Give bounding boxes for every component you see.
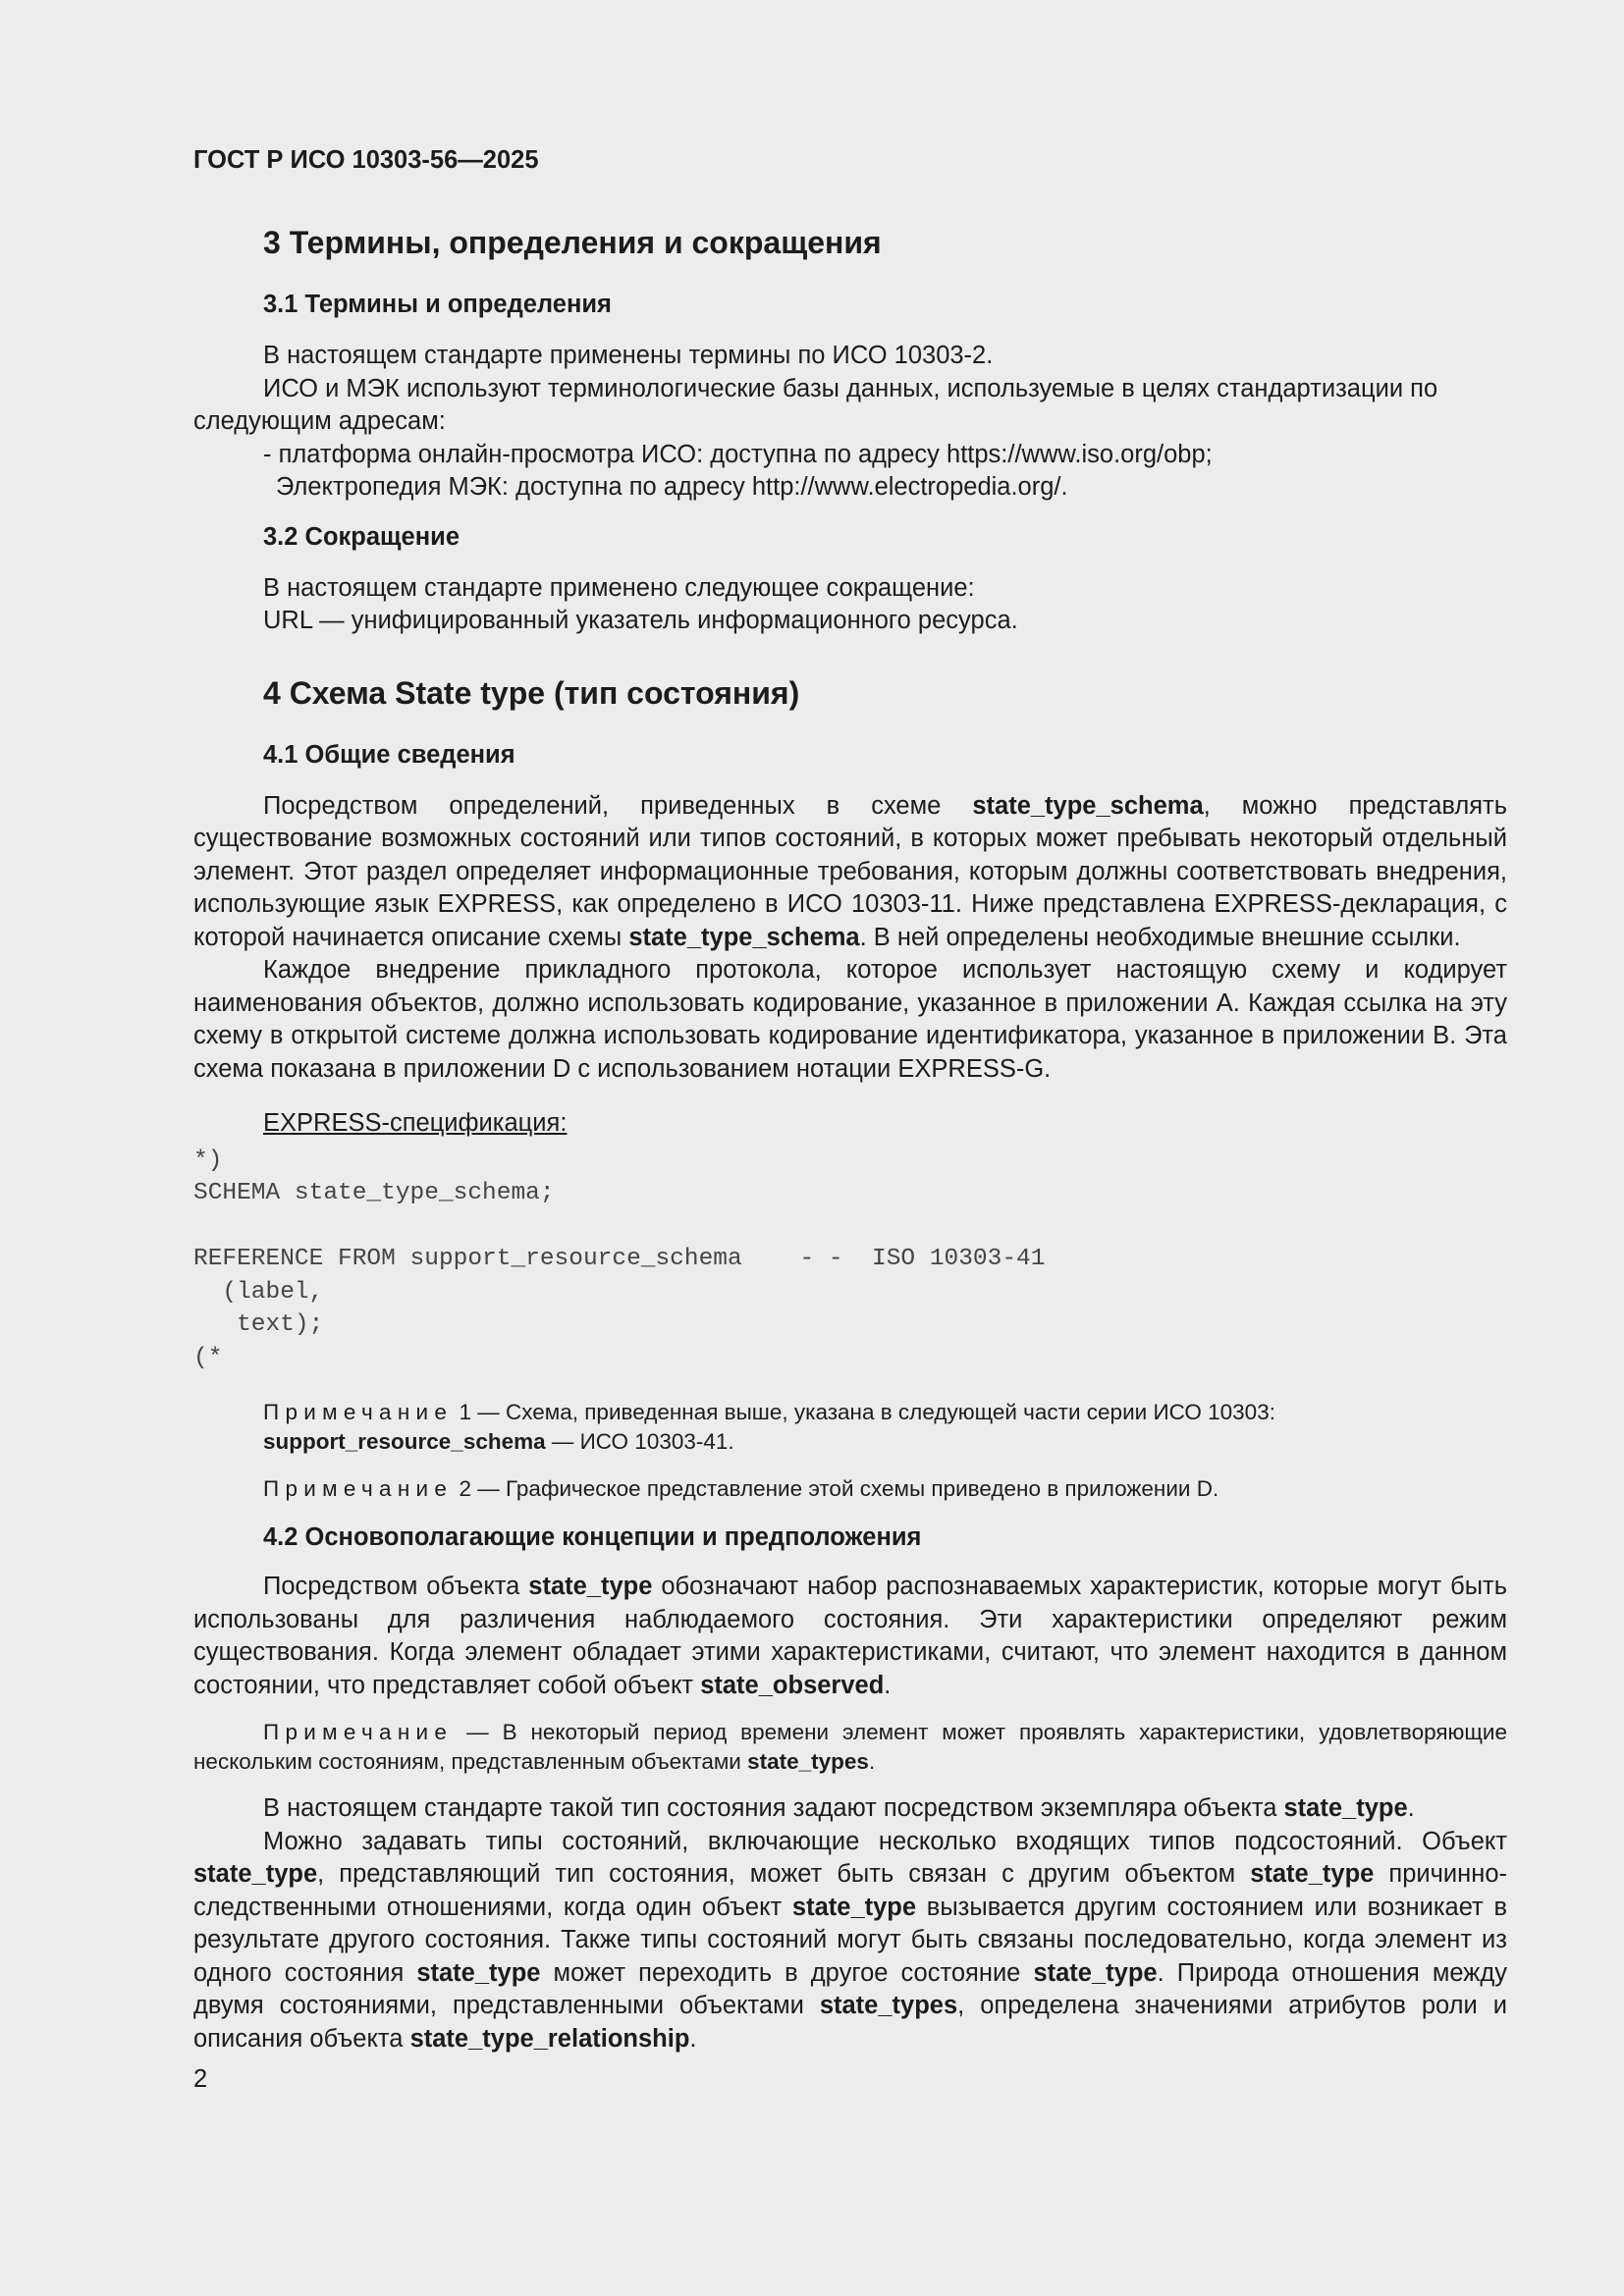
list-item: - платформа онлайн-просмотра ИСО: доступна по адресу https://www.iso.org/obp; bbox=[263, 440, 1213, 468]
express-code-block: *) SCHEMA state_type_schema; REFERENCE FROM support_resource_schema - - ISO 10303-41 (label, text); (* bbox=[193, 1147, 1046, 1371]
paragraph: URL — унифицированный указатель информационного ресурса. bbox=[263, 607, 1018, 634]
page-number: 2 bbox=[193, 2065, 208, 2093]
entity-name: state_type_schema bbox=[972, 791, 1204, 820]
paragraph: Посредством определений, приведенных в схеме state_type_schema, можно представлять существование возможных состояний или типов состояний, в которых может пребывать некоторый отдельный элемент. Этот раздел определяет информационные требования, которым должны соответствовать внедрения, использующие язык EXPRESS, как определено в ИСО 10303-11. Ниже представлена EXPRESS-декларация, с которой начинается описание схемы state_type_schema. В ней определены необходимые внешние ссылки. bbox=[193, 791, 1507, 951]
entity-name: state_types bbox=[747, 1749, 869, 1774]
paragraph: Можно задавать типы состояний, включающие несколько входящих типов подсостояний. Объект state_type, представляющий тип состояния, может быть связан с другим объектом state_type причинно-следственными отношениями, когда один объект state_type вызывается другим состоянием или возникает в результате другого состояния. Также типы состояний могут быть связаны последовательно, когда элемент из одного состояния state_type может переходить в другое состояние state_type. Природа отношения между двумя состояниями, представленными объектами state_types, определена значениями атрибутов роли и описания объекта state_type_relationship. bbox=[193, 1827, 1508, 2053]
note-2: Примечание 2 — Графическое представление этой схемы приведено в приложении D. bbox=[263, 1476, 1219, 1501]
entity-name: state_type bbox=[528, 1573, 653, 1600]
entity-name: state_types bbox=[819, 1992, 958, 2019]
list-item: Электропедия МЭК: доступна по адресу http://www.electropedia.org/. bbox=[276, 473, 1068, 501]
entity-name: state_type bbox=[416, 1958, 541, 1987]
paragraph: Каждое внедрение прикладного протокола, которое использует настоящую схему и кодирует наименования объектов, должно использовать кодирование, указанное в приложении А. Каждая ссылка на эту схему в открытой системе должна использовать кодирование идентификатора, указанное в приложении В. Эта схема показана в приложении D с использованием нотации EXPRESS-G. bbox=[193, 956, 1507, 1083]
document-header: ГОСТ Р ИСО 10303-56—2025 bbox=[193, 146, 539, 174]
note-label: Примечание bbox=[263, 1720, 454, 1744]
paragraph: ИСО и МЭК используют терминологические базы данных, используемые в целях стандартизации по следующим адресам: bbox=[193, 374, 1438, 435]
entity-name: state_type_relationship bbox=[409, 2024, 690, 2053]
entity-name: state_type bbox=[1033, 1958, 1158, 1987]
note-label: Примечание bbox=[263, 1476, 454, 1501]
subsection-3-1-title: 3.1 Термины и определения bbox=[263, 291, 612, 318]
subsection-4-1-title: 4.1 Общие сведения bbox=[263, 740, 515, 769]
express-spec-label: EXPRESS-спецификация: bbox=[263, 1109, 568, 1137]
page-content bbox=[193, 143, 1507, 2097]
section-3-title: 3 Термины, определения и сокращения bbox=[263, 225, 882, 260]
note-1: Примечание 1 — Схема, приведенная выше, указана в следующей части серии ИСО 10303: support_resource_schema — ИСО 10303-41. bbox=[263, 1400, 1275, 1454]
entity-name: state_type bbox=[193, 1860, 318, 1888]
section-4-title: 4 Схема State type (тип состояния) bbox=[263, 674, 800, 711]
paragraph: В настоящем стандарте такой тип состояния задают посредством экземпляра объекта state_type. bbox=[263, 1794, 1415, 1822]
paragraph: Посредством объекта state_type обозначают набор распознаваемых характеристик, которые могут быть использованы для различения наблюдаемого состояния. Эти характеристики определяют режим существования. Когда элемент обладает этими характеристиками, считают, что элемент находится в данном состоянии, что представляет собой объект state_observed. bbox=[193, 1573, 1507, 1699]
entity-name: state_type bbox=[1283, 1794, 1408, 1822]
paragraph: В настоящем стандарте применены термины по ИСО 10303-2. bbox=[263, 342, 994, 369]
note-label: Примечание bbox=[263, 1400, 454, 1424]
note-3: Примечание — В некоторый период времени элемент может проявлять характеристики, удовлетворяющие нескольким состояниям, представленным объектами state_types. bbox=[193, 1720, 1507, 1774]
entity-name: state_type bbox=[1250, 1860, 1375, 1888]
entity-name: support_resource_schema bbox=[263, 1429, 546, 1454]
entity-name: state_type_schema bbox=[628, 923, 860, 951]
subsection-3-2-title: 3.2 Сокращение bbox=[263, 522, 460, 551]
paragraph: В настоящем стандарте применено следующее сокращение: bbox=[263, 573, 975, 602]
entity-name: state_type bbox=[791, 1893, 917, 1921]
subsection-4-2-title: 4.2 Основополагающие концепции и предположения bbox=[263, 1523, 922, 1551]
entity-name: state_observed bbox=[700, 1671, 885, 1699]
